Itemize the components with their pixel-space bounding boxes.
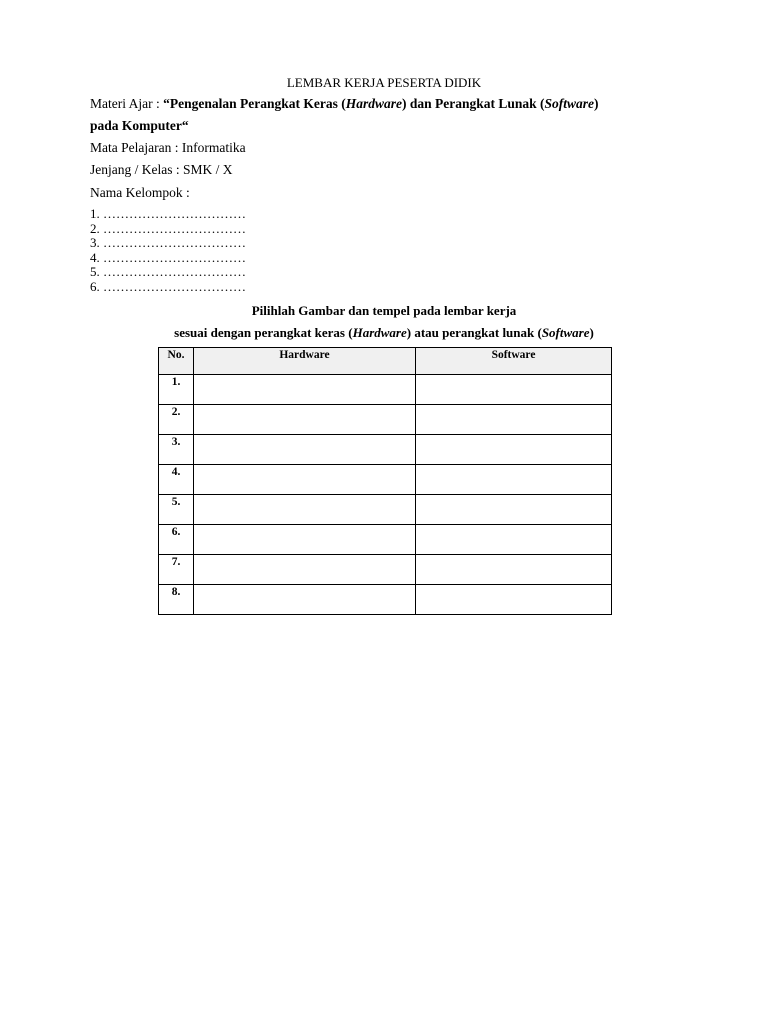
table-row bbox=[159, 495, 612, 525]
table-row bbox=[159, 555, 612, 585]
hardware-cell[interactable] bbox=[194, 435, 416, 465]
software-cell[interactable] bbox=[416, 525, 612, 555]
column-header-software: Software bbox=[416, 348, 612, 375]
hardware-cell[interactable] bbox=[194, 405, 416, 435]
table-row bbox=[159, 405, 612, 435]
member-line[interactable]: 5. …………………………… bbox=[90, 264, 246, 280]
materi-text-3: ) bbox=[594, 96, 599, 111]
software-cell[interactable] bbox=[416, 375, 612, 405]
row-number: 8. bbox=[159, 585, 194, 615]
hardware-cell[interactable] bbox=[194, 555, 416, 585]
jenjang-kelas: Jenjang / Kelas : SMK / X bbox=[90, 162, 233, 177]
materi-label: Materi Ajar : bbox=[90, 96, 164, 111]
instruction-line-1: Pilihlah Gambar dan tempel pada lembar kerja bbox=[251, 303, 517, 318]
member-line[interactable]: 1. …………………………… bbox=[90, 206, 246, 221]
hardware-cell[interactable] bbox=[194, 495, 416, 525]
row-number: 3. bbox=[159, 435, 194, 465]
hardware-cell[interactable] bbox=[194, 585, 416, 615]
row-number: 7. bbox=[159, 555, 194, 585]
table-row bbox=[159, 525, 612, 555]
instruction-text-1: sesuai dengan perangkat keras ( bbox=[174, 325, 353, 340]
row-number: 2. bbox=[159, 405, 194, 435]
instruction-hardware: Hardware bbox=[352, 325, 407, 340]
row-number: 4. bbox=[159, 465, 194, 495]
member-line[interactable]: 2. …………………………… bbox=[90, 220, 246, 236]
member-list bbox=[90, 207, 246, 295]
materi-line-2: pada Komputer“ bbox=[90, 118, 189, 133]
materi-text-1: “Pengenalan Perangkat Keras ( bbox=[163, 96, 346, 111]
materi-text-2: ) dan Perangkat Lunak ( bbox=[401, 96, 545, 111]
worksheet-title: LEMBAR KERJA PESERTA DIDIK bbox=[286, 75, 482, 90]
nama-kelompok-label: Nama Kelompok : bbox=[90, 185, 190, 200]
row-number: 5. bbox=[159, 495, 194, 525]
software-cell[interactable] bbox=[416, 405, 612, 435]
member-line[interactable]: 3. …………………………… bbox=[90, 235, 246, 251]
column-header-no: No. bbox=[159, 348, 194, 375]
hardware-cell[interactable] bbox=[194, 375, 416, 405]
instruction-software: Software bbox=[541, 325, 590, 340]
materi-line bbox=[90, 95, 599, 112]
hardware-cell[interactable] bbox=[194, 465, 416, 495]
materi-hardware: Hardware bbox=[345, 96, 402, 111]
software-cell[interactable] bbox=[416, 435, 612, 465]
mata-pelajaran: Mata Pelajaran : Informatika bbox=[90, 140, 246, 155]
software-cell[interactable] bbox=[416, 555, 612, 585]
member-line[interactable]: 4. …………………………… bbox=[90, 249, 246, 265]
table-header-row bbox=[159, 348, 612, 375]
row-number: 1. bbox=[159, 375, 194, 405]
instruction-text-3: ) bbox=[589, 325, 594, 340]
classification-table bbox=[158, 347, 612, 615]
table-row bbox=[159, 585, 612, 615]
instruction-text-2: ) atau perangkat lunak ( bbox=[406, 325, 542, 340]
materi-software: Software bbox=[544, 96, 595, 111]
member-line[interactable]: 6. …………………………… bbox=[90, 278, 246, 294]
software-cell[interactable] bbox=[416, 585, 612, 615]
table-row bbox=[159, 375, 612, 405]
instruction-line-2 bbox=[0, 325, 768, 341]
software-cell[interactable] bbox=[416, 495, 612, 525]
table-row bbox=[159, 465, 612, 495]
row-number: 6. bbox=[159, 525, 194, 555]
table-row bbox=[159, 435, 612, 465]
software-cell[interactable] bbox=[416, 465, 612, 495]
hardware-cell[interactable] bbox=[194, 525, 416, 555]
column-header-hardware: Hardware bbox=[194, 348, 416, 375]
